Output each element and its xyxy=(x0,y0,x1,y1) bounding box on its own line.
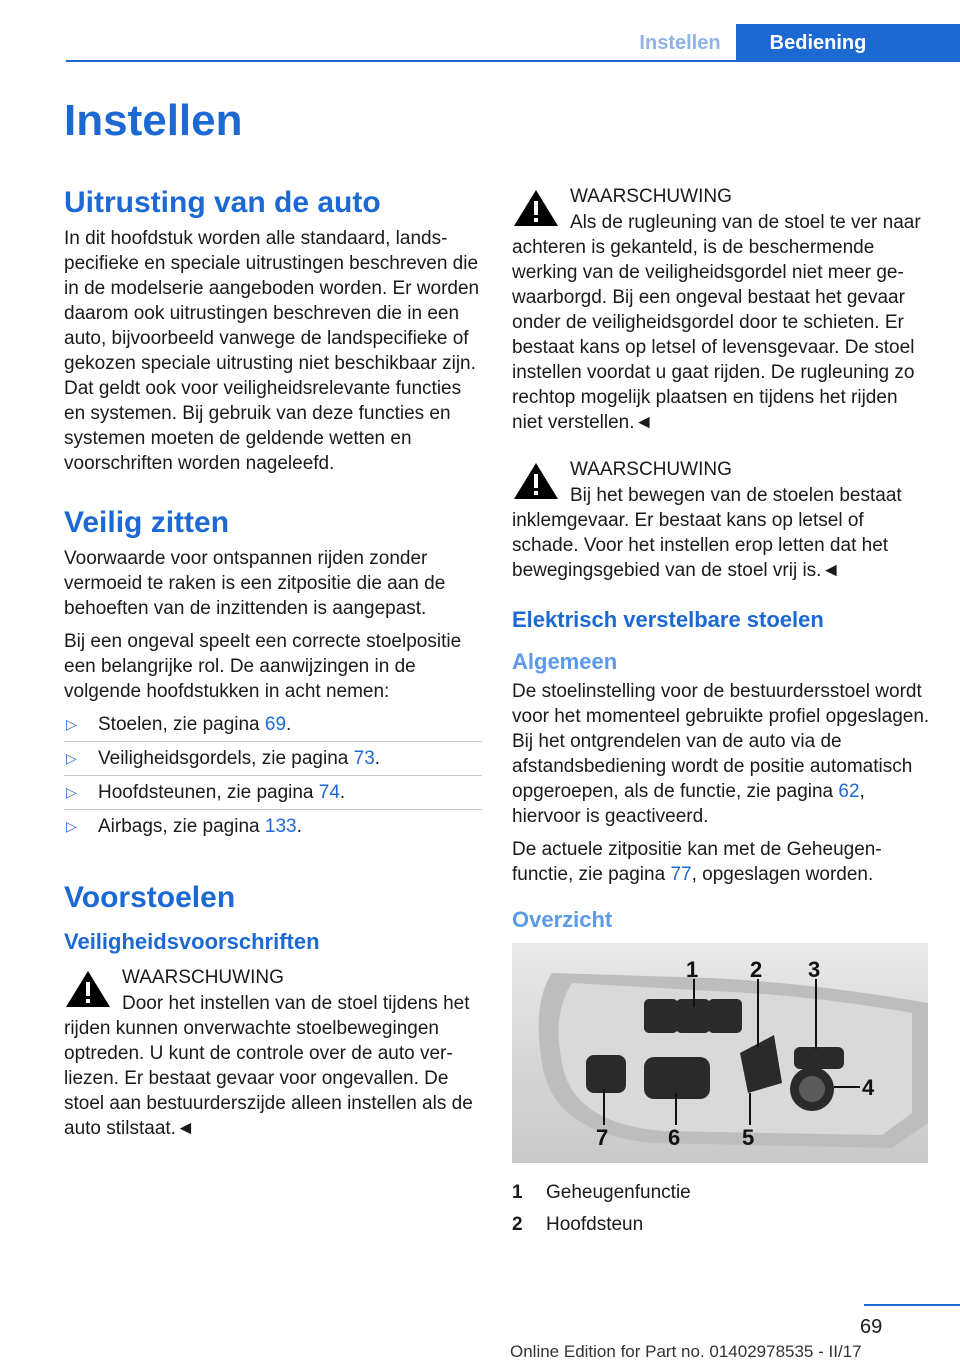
page-link-62[interactable]: 62 xyxy=(838,781,860,802)
legend-label: Geheugenfunctie xyxy=(546,1182,691,1203)
warning-triangle-icon xyxy=(512,188,560,228)
triangle-bullet-icon: ▷ xyxy=(66,716,77,732)
section-heading-veilig-zitten: Veilig zitten xyxy=(64,506,230,539)
triangle-bullet-icon: ▷ xyxy=(66,784,77,800)
legend-label: Hoofdsteun xyxy=(546,1214,644,1235)
subheading-overzicht: Overzicht xyxy=(512,907,613,932)
warning-text: Bij het bewegen van de stoelen bestaat inklemgevaar. Er bestaat kans op letsel of schade. Voor het instellen erop letten dat het bewegingsgebied van de stoel vrij is.◄ xyxy=(512,485,902,581)
warning-label: WAARSCHUWING xyxy=(122,967,284,988)
warning-triangle-icon xyxy=(512,461,560,501)
algemeen-paragraph-1: De stoelinstelling voor de bestuurdersstoel wordt voor het momenteel gebruikte profiel opgeslagen. Bij het ontgrendelen van de auto via de afstandsbediening wordt de positie automatisch opgeroepen, als de functie, zie pagina 62, hiervoor is geactiveerd. xyxy=(512,681,930,827)
header-tab-instellen[interactable]: Instellen xyxy=(639,32,721,54)
header-rule xyxy=(66,60,960,62)
warning-block-1 xyxy=(64,965,482,1141)
triangle-bullet-icon: ▷ xyxy=(66,750,77,766)
warning-label: WAARSCHUWING xyxy=(570,186,732,207)
legend-number: 2 xyxy=(512,1214,523,1235)
page-link-77[interactable]: 77 xyxy=(670,864,692,885)
warning-block-3 xyxy=(512,457,930,583)
page-link-airbags[interactable]: 133 xyxy=(264,816,297,837)
reference-item-stoelen: ▷ Stoelen, zie pagina 69. xyxy=(64,708,482,742)
page-title: Instellen xyxy=(64,96,243,145)
photo-label-3: 3 xyxy=(808,957,821,982)
subheading-veiligheidsvoorschriften: Veiligheidsvoorschriften xyxy=(64,929,320,954)
edition-note: Online Edition for Part no. 01402978535 - II/17 xyxy=(510,1342,862,1361)
legend-item xyxy=(512,1209,930,1241)
section-heading-elektrisch: Elektrisch verstelbare stoelen xyxy=(512,607,824,632)
warning-triangle-icon xyxy=(64,969,112,1009)
seat-controls-photo xyxy=(512,943,928,1163)
triangle-bullet-icon: ▷ xyxy=(66,818,77,834)
header-tab-bediening[interactable]: Bediening xyxy=(736,24,960,62)
reference-item-gordels: ▷ Veiligheidsgordels, zie pagina 73. xyxy=(64,742,482,776)
legend-number: 1 xyxy=(512,1182,523,1203)
photo-label-1: 1 xyxy=(686,957,699,982)
algemeen-paragraph-2: De actuele zitpositie kan met de Geheugenfunctie, zie pagina 77, opgeslagen worden. xyxy=(512,839,882,885)
reference-list xyxy=(64,708,482,843)
reference-item-hoofdsteunen: ▷ Hoofdsteunen, zie pagina 74. xyxy=(64,776,482,810)
footer-rule xyxy=(864,1304,960,1306)
photo-label-7: 7 xyxy=(596,1125,609,1150)
seat-controls-illustration xyxy=(512,943,928,1163)
subheading-algemeen: Algemeen xyxy=(512,649,618,674)
page-link-hoofdsteunen[interactable]: 74 xyxy=(318,782,340,803)
warning-text: Door het instellen van de stoel tijdens het rijden kunnen onverwachte stoelbewegingen optreden. U kunt de controle over de auto verliezen. Er bestaat gevaar voor ongevallen. De stoel aan bestuurderszijde alleen instellen als de auto stilstaat.◄ xyxy=(64,993,473,1139)
section-heading-uitrusting: Uitrusting van de auto xyxy=(64,186,381,219)
section-body-uitrusting: In dit hoofdstuk worden alle standaard, landspecifieke en speciale uitrustingen beschreven die in de modelserie aangeboden worden. Er worden daarom ook uitrustingen beschreven die in een auto, bijvoorbeeld vanwege de landspecifieke of gekozen speciale uitrusting niet beschikbaar zijn. Dat geldt ook voor veiligheidsrelevante functies en systemen. Bij gebruik van deze functies en systemen moeten de geldende wetten en voorschriften worden nageleefd. xyxy=(64,228,480,474)
page-number: 69 xyxy=(860,1316,883,1338)
left-column xyxy=(64,184,482,1161)
photo-label-6: 6 xyxy=(668,1125,681,1150)
photo-label-2: 2 xyxy=(750,957,763,982)
page-link-stoelen[interactable]: 69 xyxy=(264,714,287,735)
veilig-zitten-paragraph-1: Voorwaarde voor ontspannen rijden zonder vermoeid te raken is een zitpositie die aan de behoeften van de inzittenden is aangepast. xyxy=(64,548,446,619)
photo-label-4: 4 xyxy=(862,1075,875,1100)
veilig-zitten-paragraph-2: Bij een ongeval speelt een correcte stoelpositie een belangrijke rol. De aanwijzingen in de volgende hoofdstukken in acht nemen: xyxy=(64,631,462,702)
warning-block-2 xyxy=(512,184,930,435)
warning-label: WAARSCHUWING xyxy=(570,459,732,480)
right-column xyxy=(512,184,930,1241)
legend-item xyxy=(512,1177,930,1209)
photo-label-5: 5 xyxy=(742,1125,755,1150)
warning-text: Als de rugleuning van de stoel te ver naar achteren is gekanteld, is de beschermende werking van de veiligheidsgordel niet meer gewaarborgd. Bij een ongeval bestaat het gevaar onder de veiligheidsgordel door te schieten. Er bestaat kans op letsel of levensgevaar. De stoel instellen voordat u gaat rijden. De rugleuning zo rechtop mogelijk plaatsen en tijdens het rijden niet verstellen.◄ xyxy=(512,212,921,433)
section-heading-voorstoelen: Voorstoelen xyxy=(64,881,236,914)
page-link-gordels[interactable]: 73 xyxy=(353,748,375,769)
reference-item-airbags: ▷ Airbags, zie pagina 133. xyxy=(66,816,302,837)
